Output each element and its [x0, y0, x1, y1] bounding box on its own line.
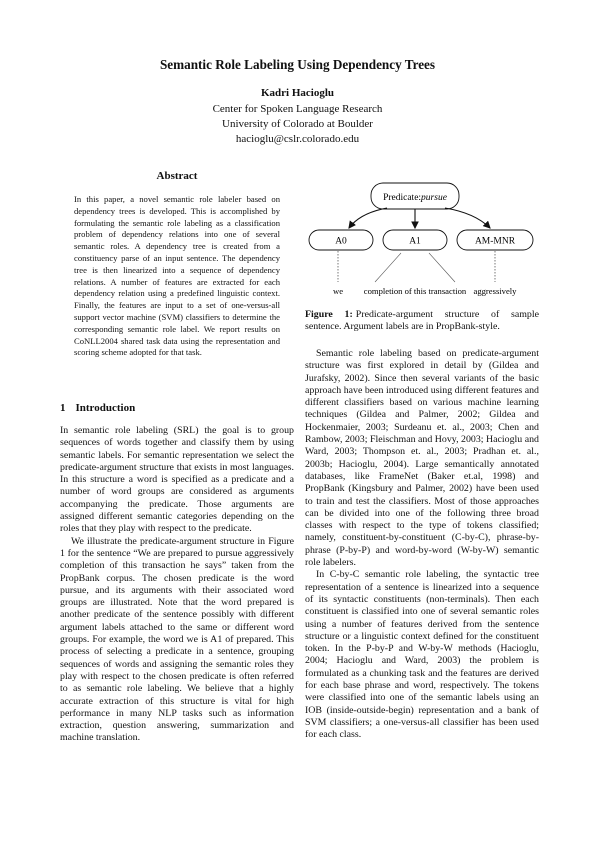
paragraph: Semantic role labeling based on predicate-argument structure was first explored in detail by (Gildea and Jurafsky, 2002). Since then several variants of the basic approach have been introduced using different features and different classifiers based on various machine learning techniques (Gildea and Palmer, 2002; Gildea and Hockenmaier, 2003; Surdeanu et. al., 2003; Chen and Rambow, 2003; Fleischman and Hovy, 2003; Hacioglu and Ward, 2003; Thompson et. al., 2003; Pradhan et. al., 2003b; Hacioglu, 2004). Large semantically annotated databases, like FrameNet (Baker et.al, 1998) and PropBank (Kingsbury and Palmer, 2002) have been used to train and test the classifiers. Most of those approaches can be divided into one of the following three broad classes with respect to the type of tokens classified; namely, constituent-by-constituent (C-by-C), phrase-by-phrase (P-by-P) and word-by-word (W-by-W) semantic role labelers.	[305, 348, 539, 569]
arg-label-a0: A0	[335, 236, 347, 247]
predicate-node-label: Predicate:pursue	[383, 193, 447, 203]
predicate-argument-diagram	[305, 178, 539, 303]
abstract-text: In this paper, a novel semantic role labeler based on dependency trees is developed. This is accomplished by formulating the semantic role labeling as a classification problem of dependency relations into one of several semantic roles. A dependency tree is created from a constituency parse of an input sentence. The dependency tree is then linearized into a sequence of dependency relations. A number of features are extracted for each dependency relation using a predefined linguistic context. Finally, the features are input to a set of one-versus-all support vector machine (SVM) classifiers to determine the corresponding semantic role label. We report results on CoNLL2004 shared task data using the representation and scoring scheme adopted for that task.	[74, 194, 280, 358]
author-university: University of Colorado at Boulder	[222, 118, 373, 130]
author-name: Kadri Hacioglu	[260, 87, 335, 99]
left-column	[60, 425, 294, 745]
word-we: we	[332, 286, 344, 296]
arg-label-a1: A1	[409, 236, 421, 247]
paragraph: In C-by-C semantic role labeling, the syntactic tree representation of a sentence is linearized into a sequence of its syntactic constituents (non-terminals). Then each constituent is classified into one of several semantic roles using a number of features derived from the sentence structure or a linguistic context defined for the constituent token. In the P-by-P and W-by-W methods (Hacioglu, 2004; Hacioglu and Ward, 2003) the problem is formulated as a chunking task and the features are derived for each base phrase and word, respectively. The tokens were classified into one of the semantic labels using an IOB (inside-outside-begin) representation and a bank of SVM classifiers; a one-versus-all classifier has been used for each class.	[305, 569, 539, 741]
section-title: Introduction	[75, 402, 136, 414]
caption-label: Figure 1:	[305, 309, 353, 320]
arrow-a0	[349, 208, 387, 228]
right-column	[305, 348, 539, 742]
figure-caption	[305, 309, 539, 334]
paragraph: We illustrate the predicate-argument structure in Figure 1 for the sentence “We are prepared to pursue aggressively completion of this transaction he says” taken from the PropBank corpus. The chosen predicate is the word pursue, and its arguments with their associated word groups are illustrated. Note that the word prepared is another predicate of the sentence possibly with different argument labels attached to the same or different word groups. For example, the word we is A1 of prepared. This process of selecting a predicate in a sentence, grouping sequences of words and assigning the semantic roles they play with respect to the chosen predicate is often referred to as semantic role labeling. We believe that a highly accurate extraction of this structure is vital for high performance in many NLP tasks such as information extraction, question answering, summarization and machine translation.	[60, 535, 294, 744]
abstract-heading: Abstract	[156, 170, 198, 182]
arg-label-am-mnr: AM-MNR	[474, 236, 516, 247]
author-affiliation: Center for Spoken Language Research	[212, 103, 383, 115]
word-aggressively: aggressively	[473, 286, 517, 296]
section-heading	[60, 402, 145, 414]
span-line-left	[375, 253, 401, 282]
arrow-am-mnr	[445, 208, 490, 228]
figure-1	[305, 178, 539, 303]
paragraph: In semantic role labeling (SRL) the goal is to group sequences of words together and classify them by using semantic labels. For semantic representation we select the predicate-argument structure that exists in most languages. In this structure a word is specified as a predicate and a number of word groups are considered as arguments accompanying the predicate. Those arguments are assigned different semantic categories depending on the roles that they play with respect to the predicate.	[60, 425, 294, 535]
section-number: 1	[60, 402, 66, 414]
span-line-right	[429, 253, 455, 282]
word-completion: completion of this transaction	[363, 286, 467, 296]
paper-title: Semantic Role Labeling Using Dependency Trees	[159, 57, 436, 72]
author-email: hacioglu@cslr.colorado.edu	[235, 133, 360, 145]
caption-text: Predicate-argument structure of sample sentence. Argument labels are in PropBank-style.	[305, 309, 539, 333]
